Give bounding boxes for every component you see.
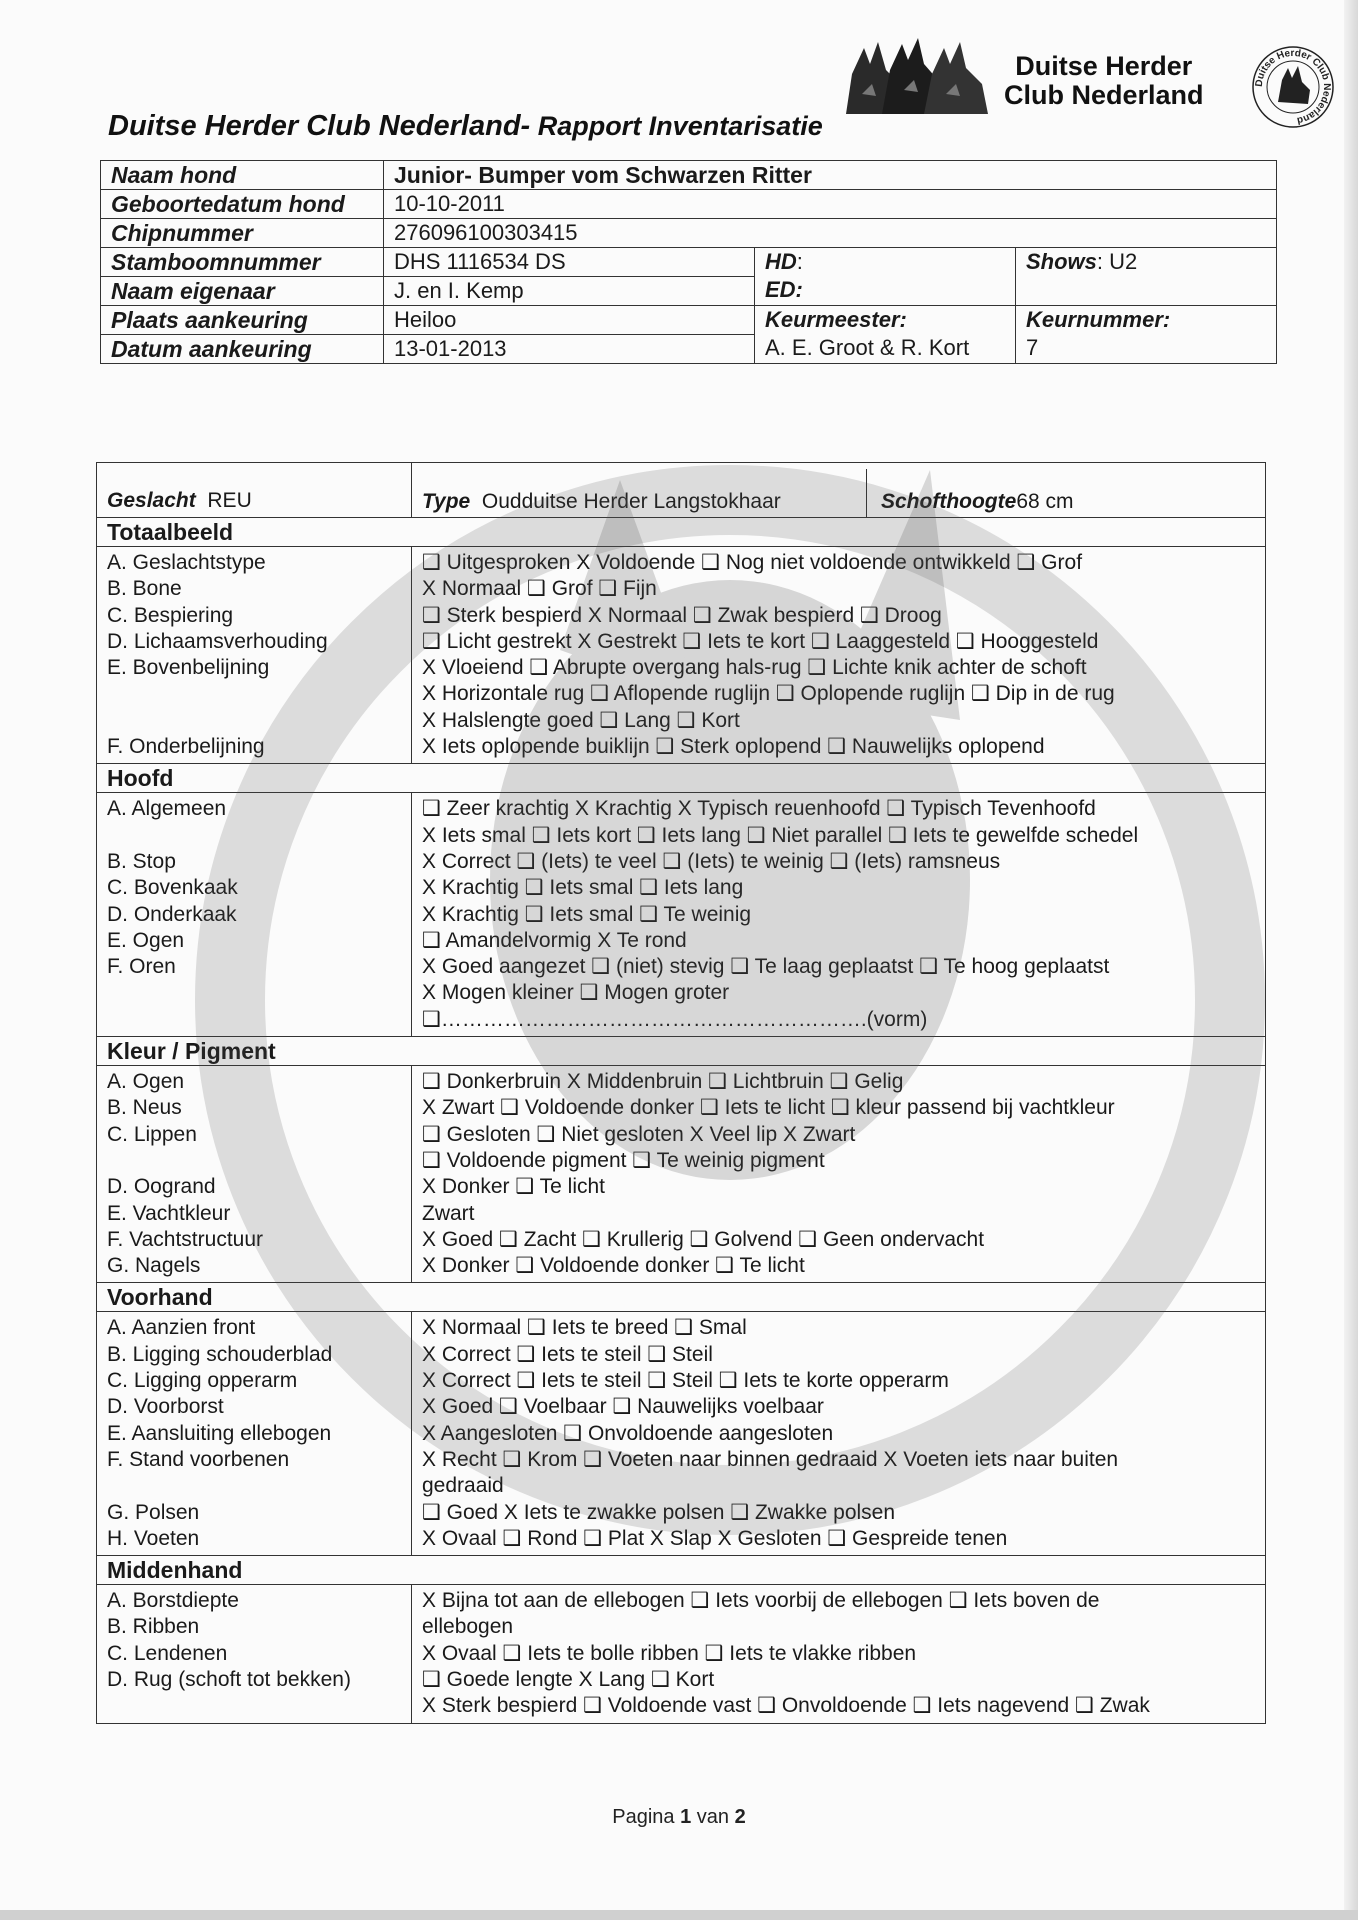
kleur-criteria	[97, 1066, 412, 1283]
criterion-spacer	[107, 1007, 401, 1033]
shows-value: : U2	[1096, 249, 1138, 274]
eigenaar-label: Naam eigenaar	[101, 277, 384, 306]
page-footer	[0, 1806, 1358, 1829]
type-schofthoogte-cell	[412, 463, 1266, 518]
keurmeester-cell	[755, 306, 1016, 364]
criterion-spacer	[107, 1693, 401, 1719]
criterion: E. Vachtkleur	[107, 1201, 231, 1225]
answer-line: ❑ Goede lengte X Lang ❑ Kort	[422, 1667, 715, 1691]
criterion: E. Ogen	[107, 928, 185, 952]
answer-line: X Donker ❑ Voldoende donker ❑ Te licht	[422, 1254, 805, 1278]
criterion: B. Ligging schouderblad	[107, 1342, 333, 1366]
criterion: H. Voeten	[107, 1526, 200, 1550]
criterion: D. Onderkaak	[107, 902, 237, 926]
criterion: C. Lendenen	[107, 1641, 228, 1665]
answer-line: Zwart	[422, 1201, 475, 1225]
criterion: G. Nagels	[107, 1254, 201, 1278]
answer-line: ❑ Licht gestrekt X Gestrekt ❑ Iets te kort ❑ Laaggesteld ❑ Hooggesteld	[422, 629, 1099, 653]
page-bottom-edge	[0, 1910, 1358, 1920]
criterion: D. Voorborst	[107, 1395, 224, 1419]
answer-line: X Iets smal ❑ Iets kort ❑ Iets lang ❑ Niet parallel ❑ Iets te gewelfde schedel	[422, 823, 1139, 847]
title-sub: Rapport Inventarisatie	[530, 111, 823, 141]
criterion-spacer	[107, 681, 401, 707]
answer-line: ❑ Goed X Iets te zwakke polsen ❑ Zwakke polsen	[422, 1500, 896, 1524]
criterion: F. Stand voorbenen	[107, 1447, 290, 1471]
totaalbeeld-answers	[412, 547, 1266, 764]
document-title	[108, 110, 823, 143]
shows-label: Shows	[1026, 249, 1097, 274]
criterion: B. Neus	[107, 1096, 182, 1120]
answer-line: ellebogen	[422, 1615, 514, 1639]
title-main: Duitse Herder Club Nederland-	[108, 110, 531, 142]
schofthoogte-label: Schofthoogte	[881, 489, 1017, 513]
section-voorhand-title: Voorhand	[97, 1283, 1266, 1312]
answer-line: ❑ Gesloten ❑ Niet gesloten X Veel lip X Zwart	[422, 1122, 856, 1146]
answer-line: X Aangesloten ❑ Onvoldoende aangesloten	[422, 1421, 834, 1445]
criterion: C. Bespiering	[107, 603, 234, 627]
answer-line: X Goed ❑ Zacht ❑ Krullerig ❑ Golvend ❑ Geen ondervacht	[422, 1227, 985, 1251]
answer-line: X Horizontale rug ❑ Aflopende ruglijn ❑ Oplopende ruglijn ❑ Dip in de rug	[422, 682, 1115, 706]
answer-line: X Normaal ❑ Iets te breed ❑ Smal	[422, 1316, 747, 1340]
geslacht-label: Geslacht	[107, 488, 196, 512]
answer-line: ❑ Zeer krachtig X Krachtig X Typisch reuenhoofd ❑ Typisch Tevenhoofd	[422, 797, 1096, 821]
criterion: D. Rug (schoft tot bekken)	[107, 1667, 351, 1691]
keurnummer-cell	[1016, 306, 1277, 364]
ed-label: ED:	[765, 277, 803, 302]
criterion: A. Ogen	[107, 1070, 185, 1094]
svg-text:Duitse Herder Club Nederland: Duitse Herder Club Nederland	[1253, 47, 1333, 126]
footer-total-pages: 2	[734, 1806, 746, 1828]
section-kleur-title: Kleur / Pigment	[97, 1037, 1266, 1066]
type-cell	[412, 469, 867, 517]
answer-line: X Zwart ❑ Voldoende donker ❑ Iets te licht ❑ kleur passend bij vachtkleur	[422, 1096, 1115, 1120]
answer-line: X Vloeiend ❑ Abrupte overgang hals-rug ❑ Lichte knik achter de schoft	[422, 656, 1087, 680]
criterion-spacer	[107, 1148, 401, 1174]
answer-line: X Normaal ❑ Grof ❑ Fijn	[422, 577, 657, 601]
hoofd-answers	[412, 793, 1266, 1037]
shows-cell	[1016, 248, 1277, 306]
section-middenhand-title: Middenhand	[97, 1556, 1266, 1585]
answer-line: ❑ Amandelvormig X Te rond	[422, 928, 687, 952]
answer-line: X Iets oplopende buiklijn ❑ Sterk oplopend ❑ Nauwelijks oplopend	[422, 735, 1045, 759]
criterion: B. Stop	[107, 849, 176, 873]
answer-line: X Donker ❑ Te licht	[422, 1175, 606, 1199]
answer-line: X Krachtig ❑ Iets smal ❑ Iets lang	[422, 876, 744, 900]
criterion-spacer	[107, 980, 401, 1006]
criterion: F. Oren	[107, 955, 176, 979]
answer-line: ❑ Sterk bespierd X Normaal ❑ Zwak bespierd ❑ Droog	[422, 603, 942, 627]
answer-line: X Sterk bespierd ❑ Voldoende vast ❑ Onvoldoende ❑ Iets nagevend ❑ Zwak	[422, 1694, 1150, 1718]
criterion: B. Ribben	[107, 1615, 200, 1639]
geboortedatum-value: 10-10-2011	[384, 190, 1277, 219]
totaalbeeld-criteria	[97, 547, 412, 764]
answer-line: X Krachtig ❑ Iets smal ❑ Te weinig	[422, 902, 752, 926]
criterion: G. Polsen	[107, 1500, 200, 1524]
answer-line: X Recht ❑ Krom ❑ Voeten naar binnen gedraaid X Voeten iets naar buiten	[422, 1447, 1119, 1471]
answer-line: X Halslengte goed ❑ Lang ❑ Kort	[422, 708, 740, 732]
logo-line-1: Duitse Herder	[1015, 51, 1193, 81]
answer-line: X Bijna tot aan de ellebogen ❑ Iets voorbij de ellebogen ❑ Iets boven de	[422, 1589, 1100, 1613]
middenhand-answers	[412, 1585, 1266, 1723]
criterion: D. Oogrand	[107, 1175, 216, 1199]
logo-line-2: Club Nederland	[1004, 80, 1204, 110]
chipnummer-value: 276096100303415	[384, 219, 1277, 248]
dog-heads-logo-icon	[842, 34, 992, 120]
chipnummer-label: Chipnummer	[101, 219, 384, 248]
criterion-spacer	[107, 1473, 401, 1499]
club-seal-logo	[1250, 44, 1336, 130]
hd-ed-cell: HD: ED:	[755, 248, 1016, 306]
hd-label: HD	[765, 249, 797, 274]
section-totaalbeeld-title: Totaalbeeld	[97, 518, 1266, 547]
answer-line: X Correct ❑ Iets te steil ❑ Steil	[422, 1342, 713, 1366]
answer-line: ❑ Donkerbruin X Middenbruin ❑ Lichtbruin ❑ Gelig	[422, 1070, 904, 1094]
criterion-spacer	[107, 708, 401, 734]
answer-line: X Correct ❑ (Iets) te veel ❑ (Iets) te weinig ❑ (Iets) ramsneus	[422, 849, 1001, 873]
footer-middle: van	[691, 1806, 735, 1828]
club-logo-text	[1004, 52, 1204, 110]
schofthoogte-cell	[867, 469, 1088, 517]
dog-info-table	[100, 160, 1277, 364]
criterion: A. Borstdiepte	[107, 1589, 239, 1613]
keurnummer-label: Keurnummer:	[1026, 307, 1171, 332]
inventory-table	[96, 462, 1266, 1724]
criterion: F. Vachtstructuur	[107, 1227, 264, 1251]
keurnummer-value: 7	[1026, 335, 1039, 360]
criterion: F. Onderbelijning	[107, 735, 265, 759]
footer-prefix: Pagina	[612, 1806, 681, 1828]
criterion: D. Lichaamsverhouding	[107, 629, 328, 653]
answer-line: X Ovaal ❑ Rond ❑ Plat X Slap X Gesloten ❑ Gespreide tenen	[422, 1526, 1008, 1550]
geslacht-value: REU	[207, 488, 252, 512]
answer-line: X Correct ❑ Iets te steil ❑ Steil ❑ Iets te korte opperarm	[422, 1369, 949, 1393]
answer-line: X Ovaal ❑ Iets te bolle ribben ❑ Iets te vlakke ribben	[422, 1641, 917, 1665]
stamboom-label: Stamboomnummer	[101, 248, 384, 277]
answer-line: X Mogen kleiner ❑ Mogen groter	[422, 981, 730, 1005]
page-edge-shadow	[1344, 0, 1358, 1920]
criterion: E. Bovenbelijning	[107, 656, 270, 680]
answer-line: X Goed ❑ Voelbaar ❑ Nauwelijks voelbaar	[422, 1395, 824, 1419]
type-value: Oudduitse Herder Langstokhaar	[481, 489, 781, 513]
voorhand-criteria	[97, 1312, 412, 1556]
plaats-label: Plaats aankeuring	[101, 306, 384, 335]
criterion: A. Aanzien front	[107, 1316, 256, 1340]
middenhand-criteria	[97, 1585, 412, 1723]
naam-hond-label: Naam hond	[101, 161, 384, 190]
schofthoogte-value: 68 cm	[1016, 489, 1074, 513]
answer-line: ❑ Voldoende pigment ❑ Te weinig pigment	[422, 1148, 825, 1172]
criterion: B. Bone	[107, 577, 182, 601]
kleur-answers	[412, 1066, 1266, 1283]
criterion-spacer	[107, 823, 401, 849]
answer-line: ❑…………………………………………………….(vorm)	[422, 1007, 928, 1031]
answer-line: gedraaid	[422, 1474, 504, 1498]
hoofd-criteria	[97, 793, 412, 1037]
voorhand-answers	[412, 1312, 1266, 1556]
type-label: Type	[422, 489, 471, 513]
datum-value: 13-01-2013	[384, 335, 755, 364]
answer-line: ❑ Uitgesproken X Voldoende ❑ Nog niet voldoende ontwikkeld ❑ Grof	[422, 551, 1083, 574]
section-hoofd-title: Hoofd	[97, 764, 1266, 793]
geslacht-cell	[97, 463, 412, 518]
criterion: C. Bovenkaak	[107, 876, 238, 900]
criterion: A. Geslachtstype	[107, 551, 266, 574]
keurmeester-value: A. E. Groot & R. Kort	[765, 335, 970, 360]
answer-line: X Goed aangezet ❑ (niet) stevig ❑ Te laag geplaatst ❑ Te hoog geplaatst	[422, 955, 1110, 979]
geboortedatum-label: Geboortedatum hond	[101, 190, 384, 219]
datum-label: Datum aankeuring	[101, 335, 384, 364]
eigenaar-value: J. en I. Kemp	[384, 277, 755, 306]
criterion: C. Ligging opperarm	[107, 1369, 298, 1393]
criterion: C. Lippen	[107, 1122, 197, 1146]
criterion: A. Algemeen	[107, 797, 227, 821]
plaats-value: Heiloo	[384, 306, 755, 335]
keurmeester-label: Keurmeester:	[765, 307, 907, 332]
footer-page-number: 1	[680, 1806, 692, 1828]
stamboom-value: DHS 1116534 DS	[384, 248, 755, 277]
criterion: E. Aansluiting ellebogen	[107, 1421, 332, 1445]
naam-hond-value: Junior- Bumper vom Schwarzen Ritter	[384, 161, 1277, 190]
